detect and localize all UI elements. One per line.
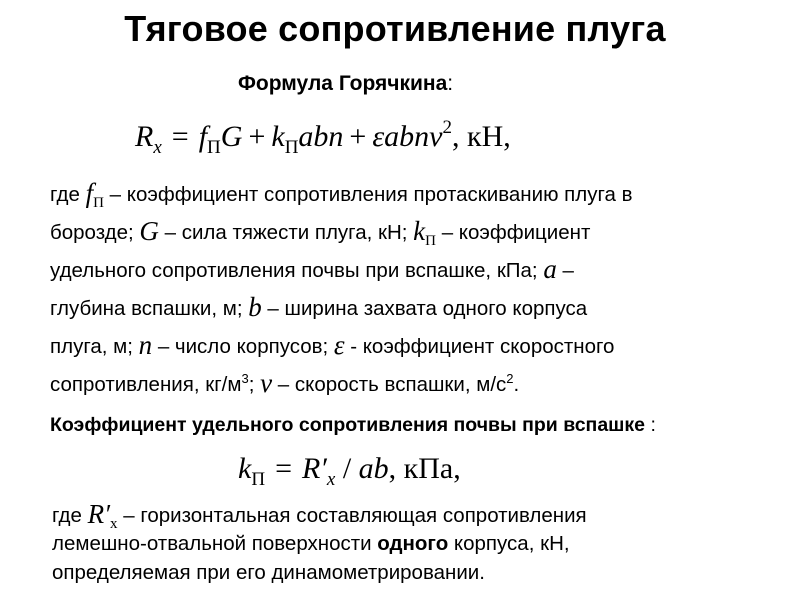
formula-f: f (198, 120, 208, 153)
text-fragment: плуга, м; (50, 335, 139, 358)
formula2-divide: / (335, 452, 359, 485)
symbol-v: v (260, 368, 273, 398)
text-fragment: – коэффициент (436, 221, 591, 244)
definitions-line (50, 288, 632, 326)
text-fragment: – число корпусов; (152, 335, 334, 358)
text-fragment: – (556, 259, 574, 282)
text-fragment: где (52, 504, 88, 527)
coefficient-heading-colon: : (645, 414, 656, 436)
formula-heading (238, 72, 453, 96)
symbol-text: k (413, 216, 426, 246)
formula2-equals: = (275, 452, 292, 485)
text-fragment: лемешно-отвальной поверхности (52, 532, 378, 555)
formula-f-sub: П (207, 137, 221, 158)
text-fragment: сопротивления, кг/м (50, 373, 242, 396)
formula2-r-sub: x (326, 469, 336, 490)
symbol-n: n (138, 330, 153, 360)
definitions-line (50, 326, 632, 364)
text-fragment: – сила тяжести плуга, кН; (158, 221, 414, 244)
formula-g: G (220, 120, 243, 153)
formula-unit: , кН, (452, 120, 511, 153)
formula-heading-bold: Формула Горячкина (238, 72, 448, 95)
text-fragment: удельного сопротивления почвы при вспашке, кПа; (50, 259, 544, 282)
superscript: 2 (506, 371, 514, 386)
definitions-line (50, 250, 632, 288)
symbol-subscript: x (110, 516, 118, 532)
text-fragment: где (50, 183, 86, 206)
symbol-subscript: П (93, 195, 104, 211)
formula-k-sub: П (284, 137, 299, 158)
text-fragment: - коэффициент скоростного (344, 335, 615, 358)
formula2-r: R′ (301, 452, 327, 485)
text-fragment: ; (248, 373, 261, 396)
text-fragment: борозде; (50, 221, 140, 244)
text-fragment: . (513, 373, 520, 396)
formula-heading-colon: : (447, 72, 454, 95)
formula2-k-sub: П (251, 469, 266, 490)
symbol-g: G (139, 216, 159, 246)
definitions-line (50, 364, 632, 402)
note-line (52, 499, 587, 532)
coefficient-heading (50, 414, 656, 437)
symbol-epsilon: ε (333, 330, 345, 360)
symbol-a: a (543, 254, 557, 284)
formula-abn: abn (298, 120, 344, 153)
coefficient-heading-bold: Коэффициент удельного сопротивления почвы при вспашке (50, 414, 646, 436)
formula2-unit: , кПа, (388, 452, 461, 485)
goryachkin-formula (135, 117, 511, 158)
formula-k: k (271, 120, 285, 153)
symbol-f (85, 178, 104, 211)
formula-r-sub: x (153, 137, 162, 158)
formula-epsilon: ε (372, 120, 385, 153)
formula-plus-2: + (349, 120, 367, 153)
definitions-paragraph (50, 174, 632, 402)
text-fragment: – скорость вспашки, м/с (272, 373, 507, 396)
formula-r: R (135, 120, 154, 153)
note-line: определяемая при его динамометрировании. (52, 561, 485, 584)
bold-fragment: одного (377, 532, 449, 555)
note-line (52, 529, 587, 558)
symbol-b: b (248, 292, 262, 322)
definitions-line (50, 212, 632, 250)
text-fragment: – коэффициент сопротивления протаскиванию плуга в (103, 183, 633, 206)
superscript: 3 (241, 371, 249, 386)
text-fragment: – ширина захвата одного корпуса (261, 297, 588, 320)
text-fragment: глубина вспашки, м; (50, 297, 249, 320)
formula-equals: = (171, 120, 189, 153)
formula-square: 2 (442, 117, 452, 138)
symbol-subscript: П (425, 233, 436, 249)
definitions-line (50, 174, 632, 212)
formula-abnv: abnv (384, 120, 443, 153)
note-paragraph (52, 500, 587, 587)
formula2-k: k (238, 452, 252, 485)
symbol-r-prime (87, 499, 118, 532)
formula2-ab: ab (358, 452, 389, 485)
text-fragment: – горизонтальная составляющая сопротивления (117, 504, 587, 527)
formula-plus-1: + (248, 120, 266, 153)
slide-title: Тяговое сопротивление плуга (124, 8, 666, 49)
text-fragment: корпуса, кН, (448, 532, 570, 555)
symbol-text: f (85, 178, 94, 208)
symbol-text: R′ (87, 499, 111, 529)
coefficient-formula (238, 452, 461, 490)
symbol-k (413, 216, 436, 249)
